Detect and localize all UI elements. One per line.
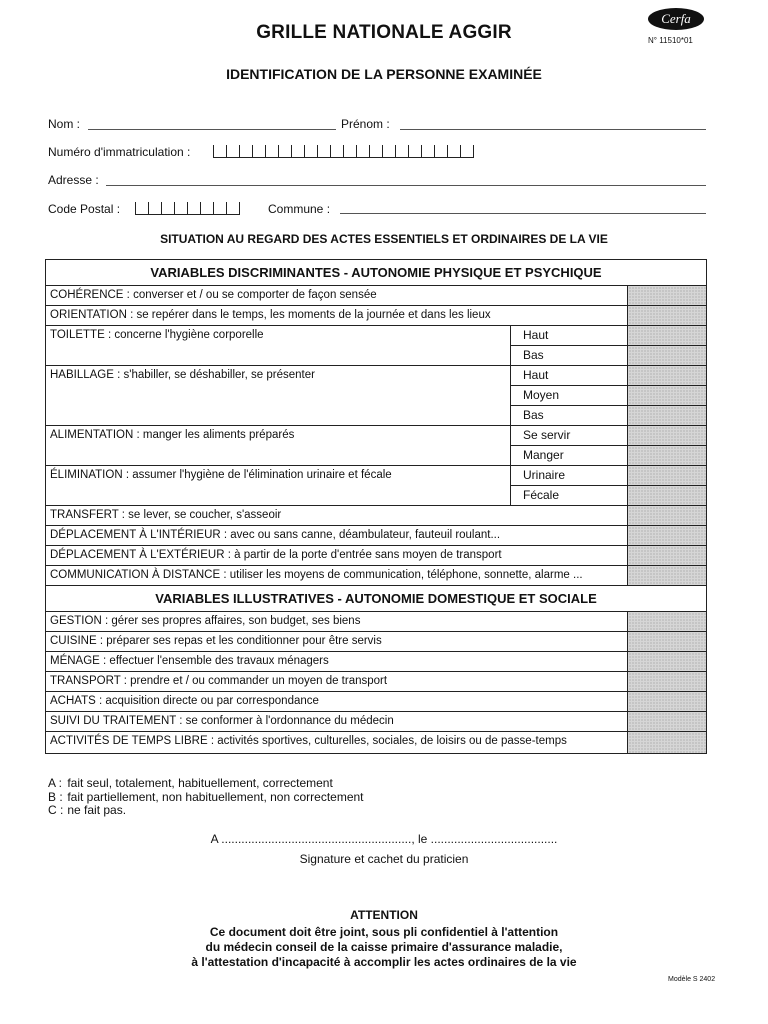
habillage-haut-score-cell[interactable] (628, 366, 707, 386)
habillage-bas-label: Bas (511, 406, 628, 426)
form-title: GRILLE NATIONALE AGGIR (256, 22, 512, 43)
orientation-row: ORIENTATION : se repérer dans le temps, les moments de la journée et dans les lieux (46, 306, 628, 326)
gestion-row: GESTION : gérer ses propres affaires, son budget, ses biens (46, 612, 628, 632)
elimination-fecale-score-cell[interactable] (628, 486, 707, 506)
place-date-line[interactable]: A ........................................................., le ...................................... (210, 832, 558, 846)
code-postal-field[interactable] (135, 202, 240, 215)
suivi-traitement-score-cell[interactable] (628, 712, 707, 732)
illustratives-heading: VARIABLES ILLUSTRATIVES - AUTONOMIE DOMESTIQUE ET SOCIALE (46, 586, 707, 612)
situation-heading: SITUATION AU REGARD DES ACTES ESSENTIELS ET ORDINAIRES DE LA VIE (160, 232, 608, 246)
legend-c (48, 803, 126, 817)
elimination-row: ÉLIMINATION : assumer l'hygiène de l'élimination urinaire et fécale (46, 466, 511, 506)
menage-score-cell[interactable] (628, 652, 707, 672)
deplacement-exterieur-row: DÉPLACEMENT À L'EXTÉRIEUR : à partir de la porte d'entrée sans moyen de transport (46, 546, 628, 566)
alimentation-servir-score-cell[interactable] (628, 426, 707, 446)
coherence-row: COHÉRENCE : converser et / ou se comporter de façon sensée (46, 286, 628, 306)
toilette-bas-score-cell[interactable] (628, 346, 707, 366)
gestion-score-cell[interactable] (628, 612, 707, 632)
adresse-field[interactable] (106, 185, 706, 186)
commune-label: Commune : (268, 202, 331, 216)
orientation-score-cell[interactable] (628, 306, 707, 326)
habillage-bas-score-cell[interactable] (628, 406, 707, 426)
toilette-row: TOILETTE : concerne l'hygiène corporelle (46, 326, 511, 366)
transport-row: TRANSPORT : prendre et / ou commander un moyen de transport (46, 672, 628, 692)
alimentation-manger-label: Manger (511, 446, 628, 466)
toilette-haut-score-cell[interactable] (628, 326, 707, 346)
legend-b-key: B : (48, 790, 63, 804)
immatriculation-label: Numéro d'immatriculation : (48, 145, 191, 159)
achats-row: ACHATS : acquisition directe ou par correspondance (46, 692, 628, 712)
achats-score-cell[interactable] (628, 692, 707, 712)
prenom-field[interactable] (400, 129, 706, 130)
menage-row: MÉNAGE : effectuer l'ensemble des travaux ménagers (46, 652, 628, 672)
nom-field[interactable] (88, 129, 336, 130)
legend-b (48, 790, 364, 804)
attention-title: ATTENTION (350, 908, 418, 922)
form-number: N° 11510*01 (648, 36, 693, 45)
elimination-urinaire-score-cell[interactable] (628, 466, 707, 486)
activites-score-cell[interactable] (628, 732, 707, 754)
communication-row: COMMUNICATION À DISTANCE : utiliser les moyens de communication, téléphone, sonnette, alarme ... (46, 566, 628, 586)
signature-caption: Signature et cachet du praticien (299, 852, 469, 866)
toilette-bas-label: Bas (511, 346, 628, 366)
communication-score-cell[interactable] (628, 566, 707, 586)
adresse-label: Adresse : (48, 173, 99, 187)
attention-notice (0, 925, 768, 970)
deplacement-interieur-row: DÉPLACEMENT À L'INTÉRIEUR : avec ou sans canne, déambulateur, fauteuil roulant... (46, 526, 628, 546)
nom-label: Nom : (48, 117, 81, 131)
deplacement-exterieur-score-cell[interactable] (628, 546, 707, 566)
legend-b-text: fait partiellement, non habituellement, non correctement (67, 790, 364, 804)
prenom-label: Prénom : (341, 117, 390, 131)
suivi-traitement-row: SUIVI DU TRAITEMENT : se conformer à l'ordonnance du médecin (46, 712, 628, 732)
cuisine-row: CUISINE : préparer ses repas et les conditionner pour être servis (46, 632, 628, 652)
legend-a (48, 776, 333, 790)
attention-line-3: à l'attestation d'incapacité à accomplir les actes ordinaires de la vie (191, 955, 577, 969)
transfert-row: TRANSFERT : se lever, se coucher, s'asseoir (46, 506, 628, 526)
modele-reference: Modèle S 2402 (668, 976, 716, 983)
elimination-urinaire-label: Urinaire (511, 466, 628, 486)
coherence-score-cell[interactable] (628, 286, 707, 306)
aggir-grid (45, 259, 707, 754)
habillage-row: HABILLAGE : s'habiller, se déshabiller, se présenter (46, 366, 511, 426)
commune-field[interactable] (340, 213, 706, 214)
deplacement-interieur-score-cell[interactable] (628, 526, 707, 546)
transfert-score-cell[interactable] (628, 506, 707, 526)
discriminantes-heading: VARIABLES DISCRIMINANTES - AUTONOMIE PHYSIQUE ET PSYCHIQUE (46, 260, 707, 286)
attention-line-1: Ce document doit être joint, sous pli confidentiel à l'attention (209, 925, 559, 939)
immatriculation-field[interactable] (213, 145, 474, 158)
habillage-moyen-label: Moyen (511, 386, 628, 406)
legend-c-key: C : (48, 803, 64, 817)
legend-c-text: ne fait pas. (67, 803, 127, 817)
cuisine-score-cell[interactable] (628, 632, 707, 652)
habillage-haut-label: Haut (511, 366, 628, 386)
identification-heading: IDENTIFICATION DE LA PERSONNE EXAMINÉE (226, 66, 542, 82)
legend-a-key: A : (48, 776, 63, 790)
transport-score-cell[interactable] (628, 672, 707, 692)
code-postal-label: Code Postal : (48, 202, 121, 216)
toilette-haut-label: Haut (511, 326, 628, 346)
alimentation-row: ALIMENTATION : manger les aliments préparés (46, 426, 511, 466)
elimination-fecale-label: Fécale (511, 486, 628, 506)
attention-line-2: du médecin conseil de la caisse primaire d'assurance maladie, (205, 940, 563, 954)
activites-row: ACTIVITÉS DE TEMPS LIBRE : activités sportives, culturelles, sociales, de loisirs ou de passe-temps (46, 732, 628, 754)
legend-a-text: fait seul, totalement, habituellement, correctement (67, 776, 333, 790)
alimentation-manger-score-cell[interactable] (628, 446, 707, 466)
cerfa-logo: Cerfa (648, 8, 704, 30)
alimentation-servir-label: Se servir (511, 426, 628, 446)
habillage-moyen-score-cell[interactable] (628, 386, 707, 406)
